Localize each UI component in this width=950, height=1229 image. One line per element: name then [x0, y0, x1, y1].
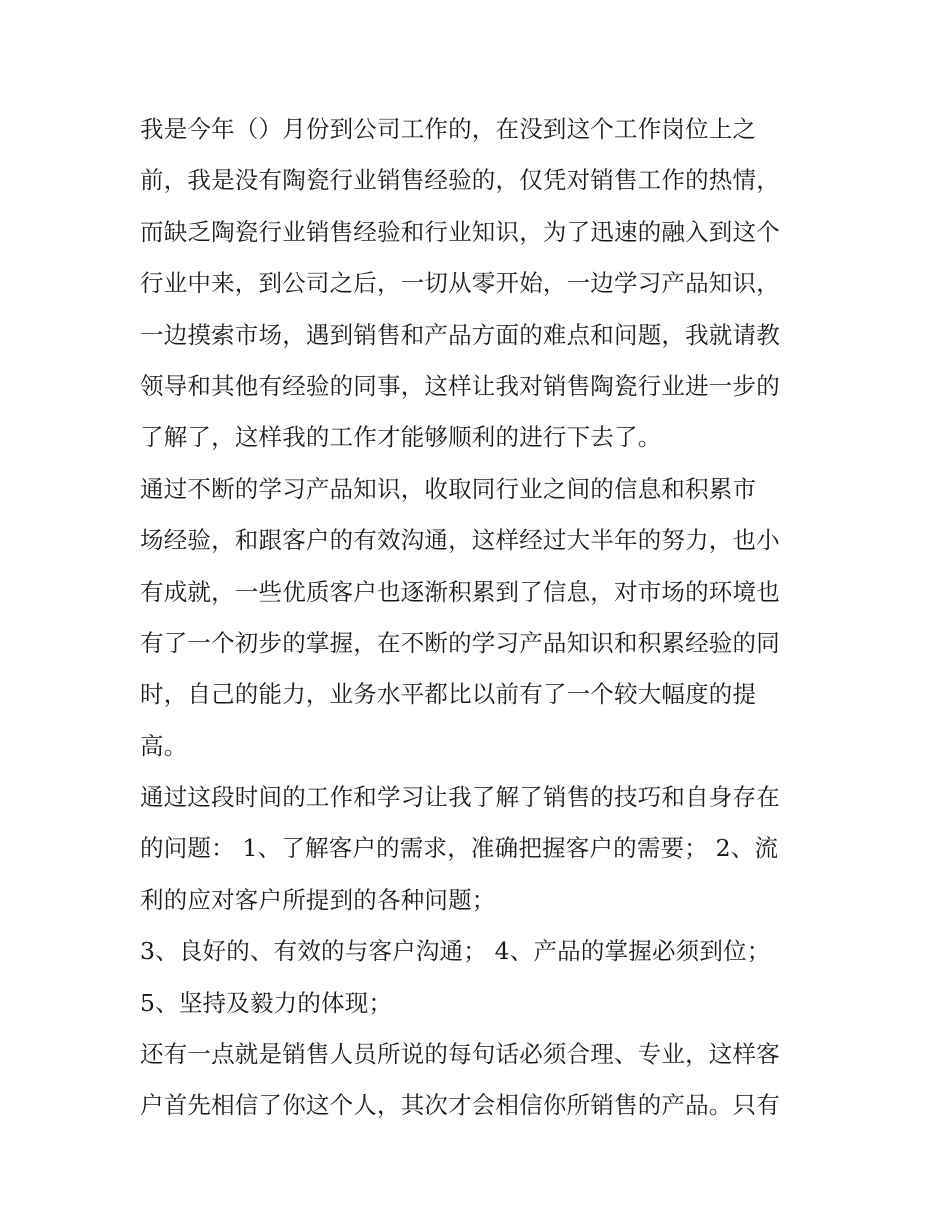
- text-line: 领导和其他有经验的同事，这样让我对销售陶瓷行业进一步的: [140, 371, 780, 400]
- text-line: 通过不断的学习产品知识，收取同行业之间的信息和积累市: [140, 474, 757, 503]
- text-line: 我是今年（）月份到公司工作的，在没到这个工作岗位上之: [140, 115, 757, 143]
- text-line: 高。: [140, 731, 188, 760]
- text-line: 5、坚持及毅力的体现；: [140, 988, 393, 1017]
- text-line: 3、良好的、有效的与客户沟通； 4、产品的掌握必须到位；: [140, 937, 771, 966]
- text-line: 还有一点就是销售人员所说的每句话必须合理、专业，这样客: [140, 1040, 780, 1069]
- text-line: 一边摸索市场，遇到销售和产品方面的难点和问题，我就请教: [140, 320, 780, 349]
- text-line: 行业中来，到公司之后，一切从零开始，一边学习产品知识，: [140, 269, 780, 298]
- text-line: 时，自己的能力，业务水平都比以前有了一个较大幅度的提: [140, 680, 757, 709]
- text-line: 有了一个初步的掌握，在不断的学习产品知识和积累经验的同: [140, 628, 780, 657]
- text-line: 利的应对客户所提到的各种问题；: [140, 885, 496, 914]
- document-body: [140, 104, 820, 1132]
- text-line: 前，我是没有陶瓷行业销售经验的，仅凭对销售工作的热情，: [140, 166, 780, 195]
- text-line: 通过这段时间的工作和学习让我了解了销售的技巧和自身存在: [140, 783, 780, 812]
- text-line: 场经验，和跟客户的有效沟通，这样经过大半年的努力，也小: [140, 526, 780, 555]
- text-line: 有成就，一些优质客户也逐渐积累到了信息，对市场的环境也: [140, 577, 780, 606]
- text-line: 户首先相信了你这个人，其次才会相信你所销售的产品。只有: [140, 1091, 780, 1120]
- text-line: 而缺乏陶瓷行业销售经验和行业知识，为了迅速的融入到这个: [140, 217, 780, 246]
- text-line: 了解了，这样我的工作才能够顺利的进行下去了。: [140, 423, 662, 452]
- text-line: 的问题： 1、了解客户的需求，准确把握客户的需要； 2、流: [140, 834, 779, 863]
